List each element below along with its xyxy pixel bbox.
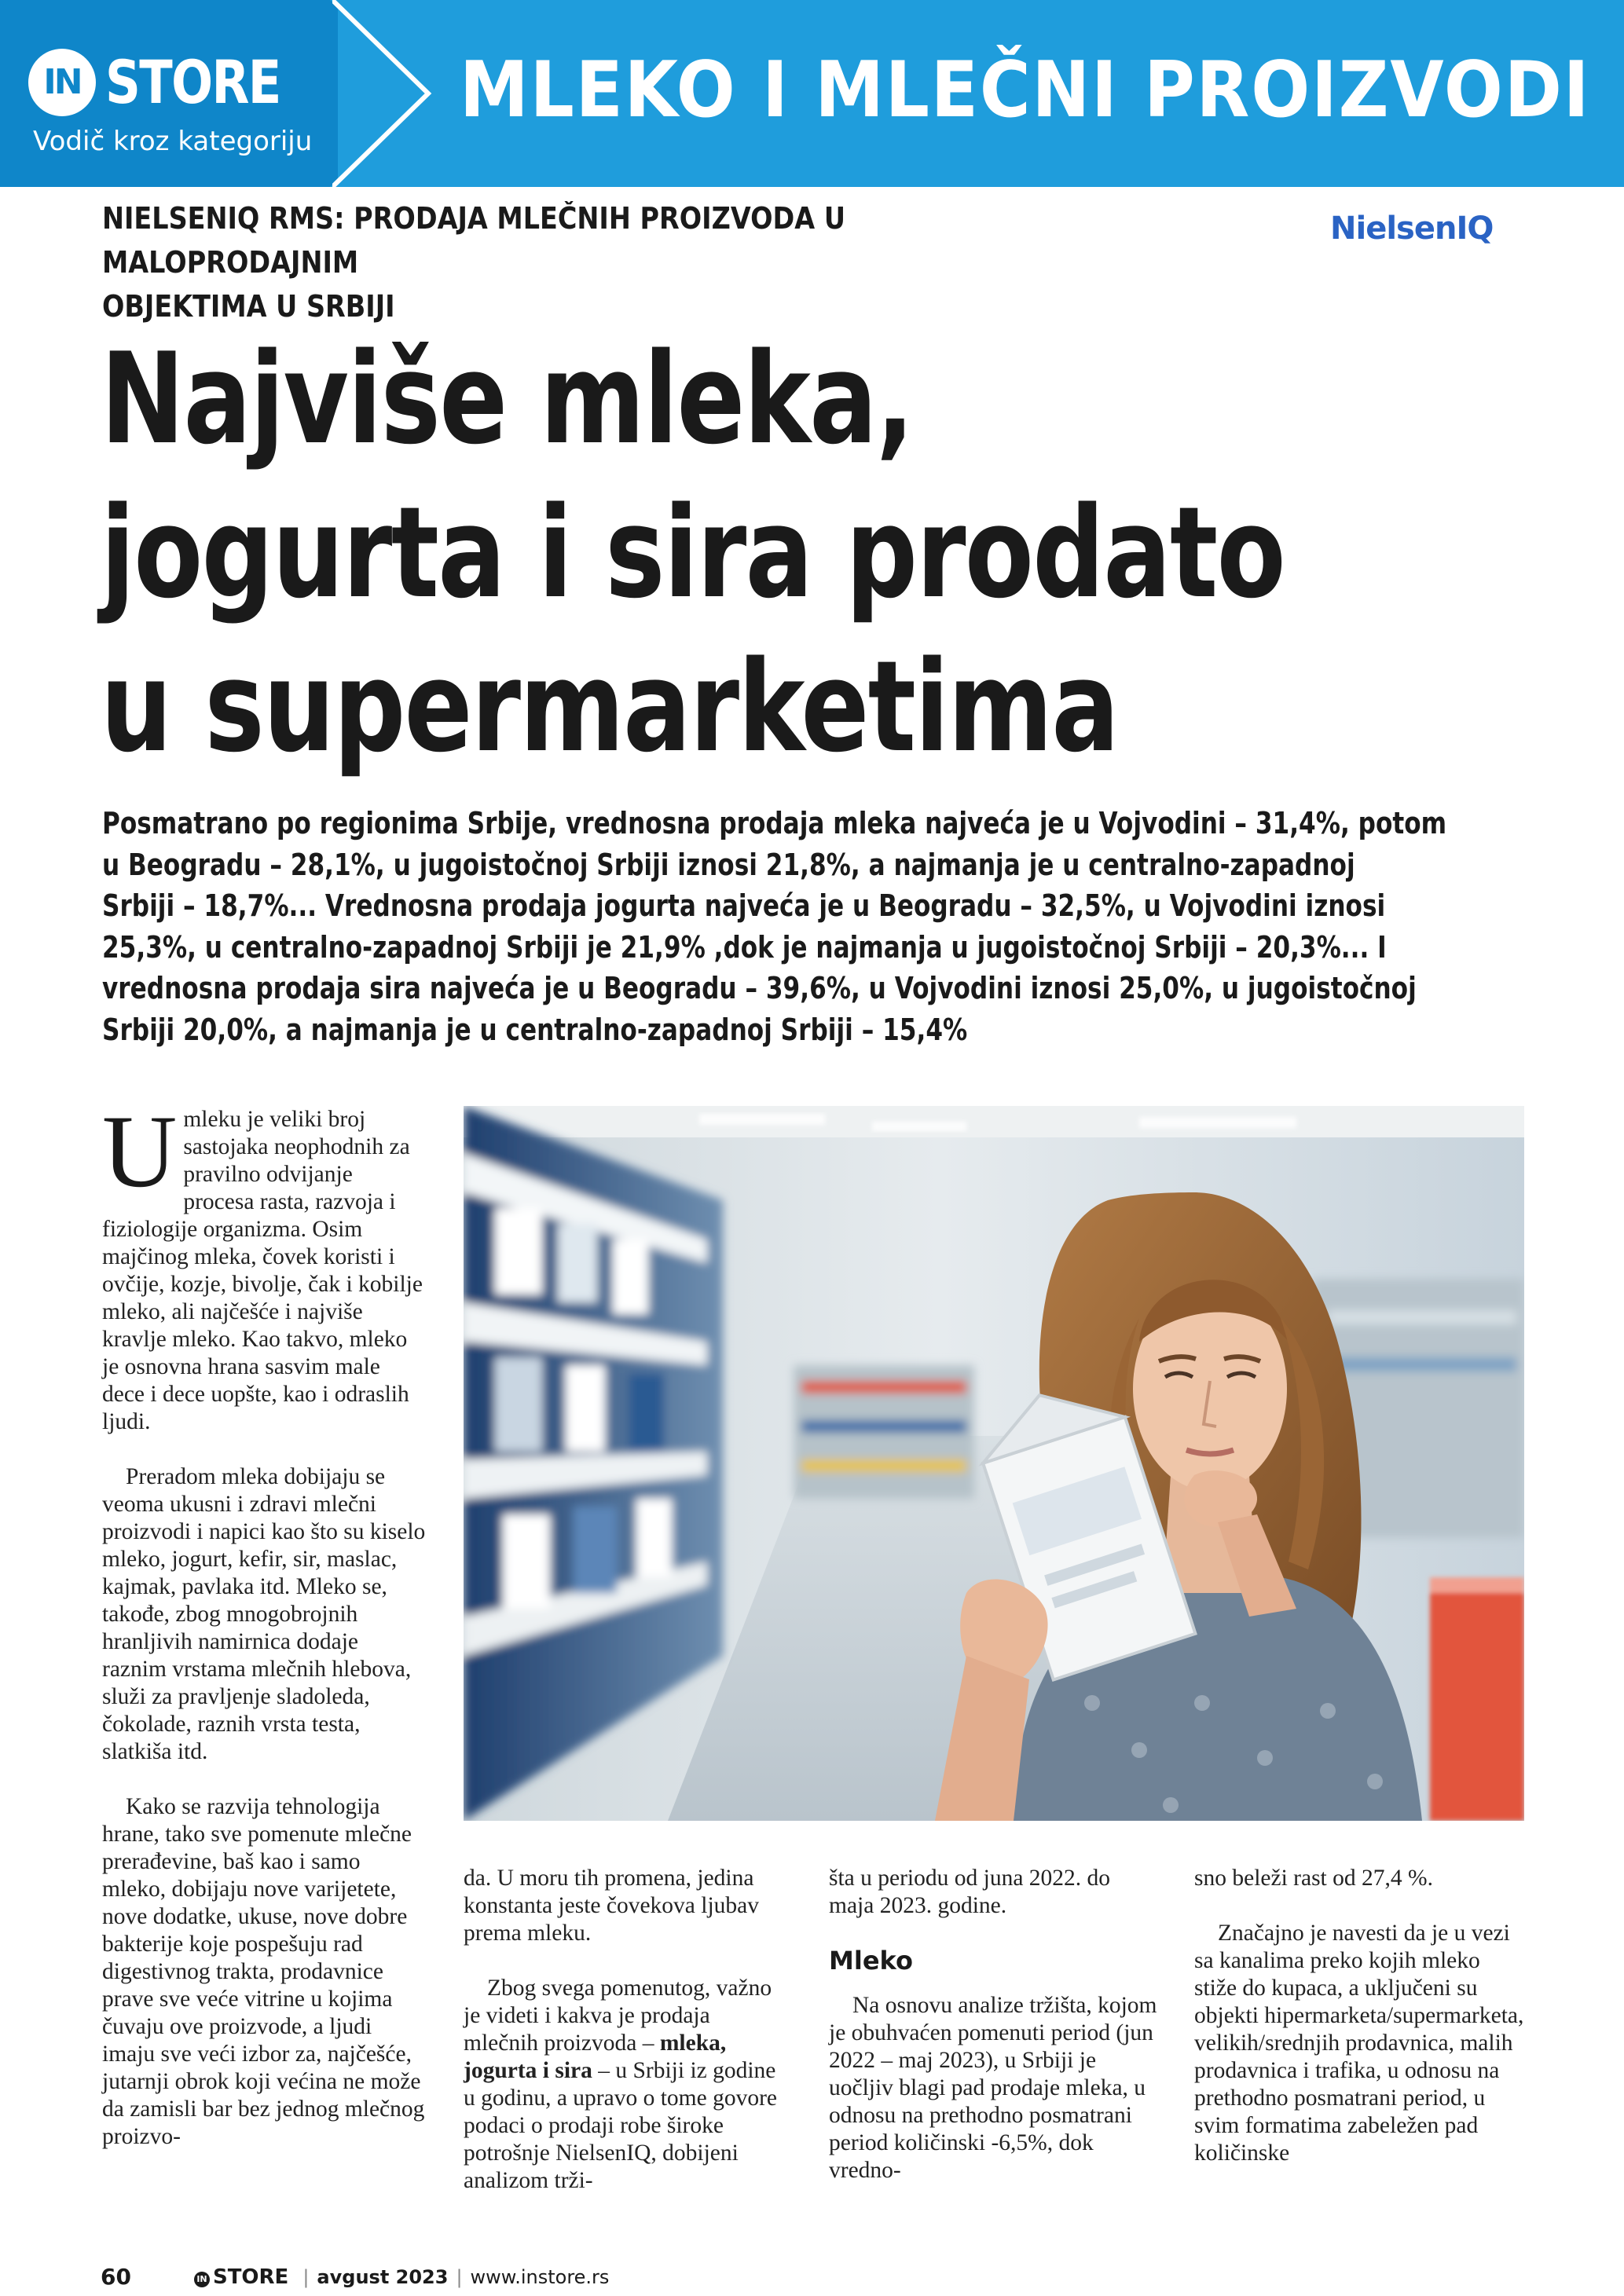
body-paragraph: Preradom mleka dobijaju se veoma ukusni i zdravi mlečni proizvodi i napici kao što su kiselo mleko, jogurt, kefir, sir, maslac, kajmak, pavlaka itd. Mleko se, takođe, zbog mnogobrojnih hranljivih namirnica dodaje raznim vrstama mlečnih hlebova, služi za pravljenje sladoleda, čokolade, raznih vrsta testa, slatkiša itd. <box>102 1464 426 1764</box>
tagline: Vodič kroz kategoriju <box>33 126 313 157</box>
headline-line: Najviše mleka, <box>101 325 914 472</box>
kicker-line: OBJEKTIMA U SRBIJI <box>102 289 395 324</box>
instore-logo <box>28 47 319 117</box>
logo-in-badge: IN <box>28 49 96 116</box>
chevron-right-icon <box>332 0 434 187</box>
body-paragraph: U mleku je veliki broj sastojaka neophodnih za pravilno odvijanje procesa rasta, razvoja i fiziologije organizma. Osim majčinog mleka, čovek koristi i ovčije, kozje, bivolje, čak i kobilje mleko, ali najčešće i najviše kravlje mleko. Kao takvo, mleko je osnovna hrana sasvim male dece i dece uopšte, kao i odraslih ljudi. <box>102 1093 423 1434</box>
lead-line: Posmatrano po regionima Srbije, vrednosna prodaja mleka najveća je u Vojvodini – 31,4%, potom <box>102 806 1447 840</box>
body-paragraph: Značajno je navesti da je u vezi sa kanalima preko kojih mleko stiže do kupaca, a uključeni su objekti hipermarketa/supermarketa, velikih/srednjih prodavnica, malih prodavnica i trafika, u odnosu na prethodno posmatrani period, u svim formatima zabeležen pad količinske <box>1194 1921 1524 2166</box>
woman-reading-milk-carton-image <box>464 1106 1524 1821</box>
footer-logo: IN STORE <box>194 2265 288 2289</box>
headline-line: u supermarketima <box>101 633 1119 780</box>
subheading: Mleko <box>829 1946 913 1976</box>
footer-separator: | <box>302 2265 310 2288</box>
body-column-3 <box>829 1865 1159 2212</box>
article-kicker <box>102 196 1001 328</box>
issue-date: avgust 2023 <box>317 2265 449 2288</box>
body-paragraph: Zbog svega pomenutog, važno je videti i kakva je prodaja mlečnih proizvoda – mleka, jogurta i sira – u Srbiji iz godine u godinu, a upravo o tome govore podaci o prodaji robe široke potrošnje NielsenIQ, dobijeni analizom trži- <box>464 1976 777 2193</box>
logo-store-text: STORE <box>105 47 280 117</box>
lead-line: vrednosna prodaja sira najveća je u Beogradu – 39,6%, u Vojvodini iznosi 25,0%, u jugoistočnoj <box>102 971 1417 1005</box>
body-column-4 <box>1194 1865 1524 2195</box>
page-number: 60 <box>101 2264 131 2290</box>
bold-emphasis: mleka, jogurta i sira <box>464 2031 727 2083</box>
drop-cap: U <box>102 1093 178 1209</box>
body-paragraph: šta u periodu od juna 2022. do maja 2023. godine. <box>829 1866 1111 1918</box>
footer-separator: | <box>456 2265 463 2288</box>
section-header <box>0 0 1624 187</box>
nielseniq-logo: NielsenIQ <box>1330 211 1494 247</box>
body-paragraph: Kako se razvija tehnologija hrane, tako sve pomenute mlečne prerađevine, baš kao i samo mleko, dobijaju nove varijetete, nove dodatke, ukuse, nove dobre bakterije koje pospešuju rad digestivnog trakta, prodavnice prave sve veće vitrine u kojima čuvaju ove proizvode, a ljudi imaju sve veći izbor za, najčešće, jutarnji obrok koji većina ne može da zamisli bar bez jednog mlečnog proizvo- <box>102 1794 425 2149</box>
article-photo <box>464 1106 1524 1821</box>
headline <box>101 322 1285 784</box>
section-title: MLEKO I MLEČNI PROIZVODI <box>460 46 1591 135</box>
headline-line: jogurta i sira prodato <box>101 479 1285 626</box>
body-column-2 <box>464 1865 790 2222</box>
lead-paragraph <box>102 803 1481 1050</box>
body-paragraph: da. U moru tih promena, jedina konstanta jeste čovekova ljubav prema mleku. <box>464 1866 760 1946</box>
page-footer <box>101 2264 609 2290</box>
website-link[interactable]: www.instore.rs <box>470 2265 610 2288</box>
footer-logo-badge: IN <box>194 2272 210 2287</box>
lead-line: 25,3%, u centralno-zapadnoj Srbiji je 21,9% ,dok je najmanja u jugoistočnoj Srbiji – 20,3%... I <box>102 929 1387 965</box>
lead-line: u Beogradu – 28,1%, u jugoistočnoj Srbiji iznosi 21,8%, a najmanja je u centralno-zapadnoj <box>102 847 1355 882</box>
body-paragraph: Na osnovu analize tržišta, kojom je obuhvaćen pomenuti period (jun 2022 – maj 2023), u Srbiji je uočljiv blagi pad prodaje mleka, u odnosu na prethodno posmatrani period količinski -6,5%, dok vredno- <box>829 1993 1157 2183</box>
lead-line: Srbiji – 18,7%... Vrednosna prodaja jogurta najveća je u Beogradu – 32,5%, u Vojvodini iznosi <box>102 888 1386 923</box>
kicker-line: NIELSENIQ RMS: PRODAJA MLEČNIH PROIZVODA U MALOPRODAJNIM <box>102 201 845 280</box>
lead-line: Srbiji 20,0%, a najmanja je u centralno-zapadnoj Srbiji – 15,4% <box>102 1012 968 1047</box>
body-column-1 <box>102 1093 426 2178</box>
body-paragraph: sno beleži rast od 27,4 %. <box>1194 1866 1433 1891</box>
